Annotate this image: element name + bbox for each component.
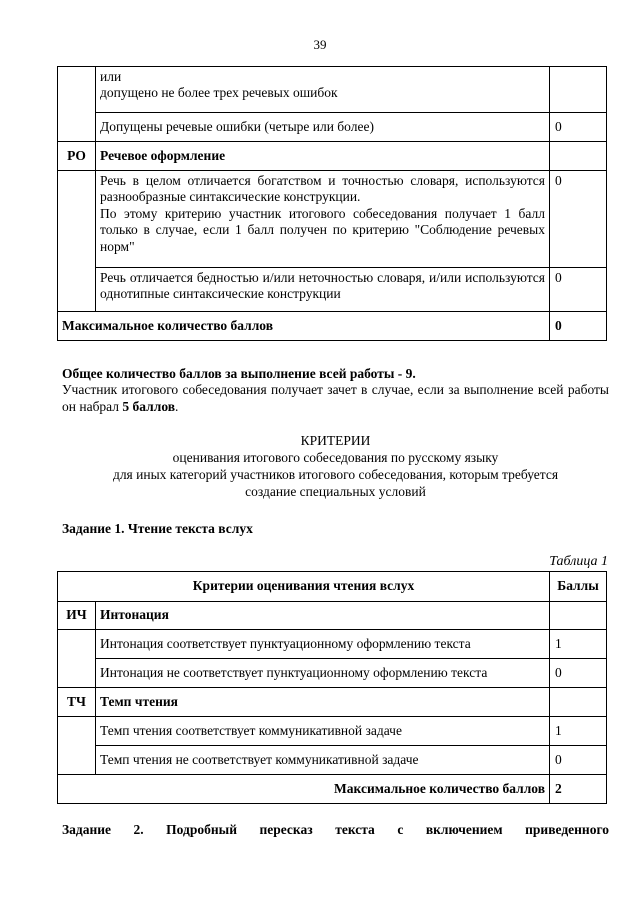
pass-condition-end: . [175,398,179,414]
criteria-title-line: оценивания итогового собеседования по русскому языку [172,449,499,465]
table-header-row [58,572,607,602]
pass-threshold: 5 баллов [122,398,176,414]
criteria-title-line: для иных категорий участников итогового собеседования, которым требуется [112,466,559,482]
total-score-title: Общее количество баллов за выполнение всей работы - 9. [62,366,416,381]
criterion-code: РО [58,142,96,171]
criterion-heading: Интонация [96,602,550,630]
criterion-text: Интонация соответствует пунктуационному оформлению текста [96,630,550,659]
score-cell [550,602,607,630]
score-cell: 0 [550,659,607,688]
empty-code-cell [58,717,96,775]
empty-code-cell [58,171,96,312]
criterion-text: Темп чтения соответствует коммуникативной задаче [96,717,550,746]
criterion-text: Темп чтения не соответствует коммуникативной задаче [96,746,550,775]
score-cell [550,67,607,113]
criterion-text: или [100,69,122,84]
table-row [58,630,607,659]
task-1-heading: Задание 1. Чтение текста вслух [62,521,253,536]
task-2-heading: Задание 2. Подробный пересказ текста с включением приведенного [62,822,609,837]
table-row [58,113,607,142]
score-cell: 0 [550,268,607,312]
header-criteria: Критерии оценивания чтения вслух [58,572,550,602]
table-row [58,171,607,268]
criterion-heading: Темп чтения [96,688,550,717]
criterion-text: Интонация не соответствует пунктуационному оформлению текста [96,659,550,688]
table-row [58,602,607,630]
criterion-code: ТЧ [58,688,96,717]
page-number: 39 [313,37,327,52]
score-cell: 0 [550,171,607,268]
criterion-text: допущено не более трех речевых ошибок [100,85,338,101]
criterion-heading: Речевое оформление [96,142,550,171]
criteria-section-title [62,433,609,501]
criterion-cell [96,171,550,268]
criterion-text: По этому критерию участник итогового собеседования получает 1 балл только в случае, если 1 балл получен по критерию "Соблюдение речевых норм" [100,205,545,254]
criterion-text: Речь в целом отличается богатством и точностью словаря, используются разнообразные синтаксические конструкции. [100,173,545,205]
table-row [58,688,607,717]
table-row [58,142,607,171]
pass-condition-text: Участник итогового собеседования получает зачет в случае, если за выполнение всей работы он набрал [62,382,609,414]
pass-condition [62,382,609,415]
score-cell: 0 [550,113,607,142]
header-score: Баллы [550,572,607,602]
criterion-text: Речь отличается бедностью и/или неточностью словаря, и/или используются однотипные синтаксические конструкции [96,268,550,312]
max-score-label: Максимальное количество баллов [58,775,550,804]
criterion-text: Допущены речевые ошибки (четыре или более) [96,113,550,142]
table-row-max [58,312,607,341]
empty-code-cell [58,67,96,142]
criteria-table-continued [57,66,607,341]
score-cell: 1 [550,717,607,746]
table-row-max [58,775,607,804]
table-row [58,717,607,746]
table-row [58,659,607,688]
criterion-code: ИЧ [58,602,96,630]
empty-code-cell [58,630,96,688]
score-cell [550,142,607,171]
score-cell: 0 [550,746,607,775]
table-row [58,67,607,113]
criteria-title-line: создание специальных условий [245,483,426,499]
criteria-title-line: КРИТЕРИИ [300,433,371,448]
reading-criteria-table [57,571,607,804]
table-row [58,746,607,775]
table-row [58,268,607,312]
max-score-value: 0 [550,312,607,341]
score-cell [550,688,607,717]
score-cell: 1 [550,630,607,659]
max-score-label: Максимальное количество баллов [58,312,550,341]
max-score-value: 2 [550,775,607,804]
table-caption: Таблица 1 [549,554,608,569]
total-score-summary [62,366,609,415]
criterion-cell [96,67,550,113]
